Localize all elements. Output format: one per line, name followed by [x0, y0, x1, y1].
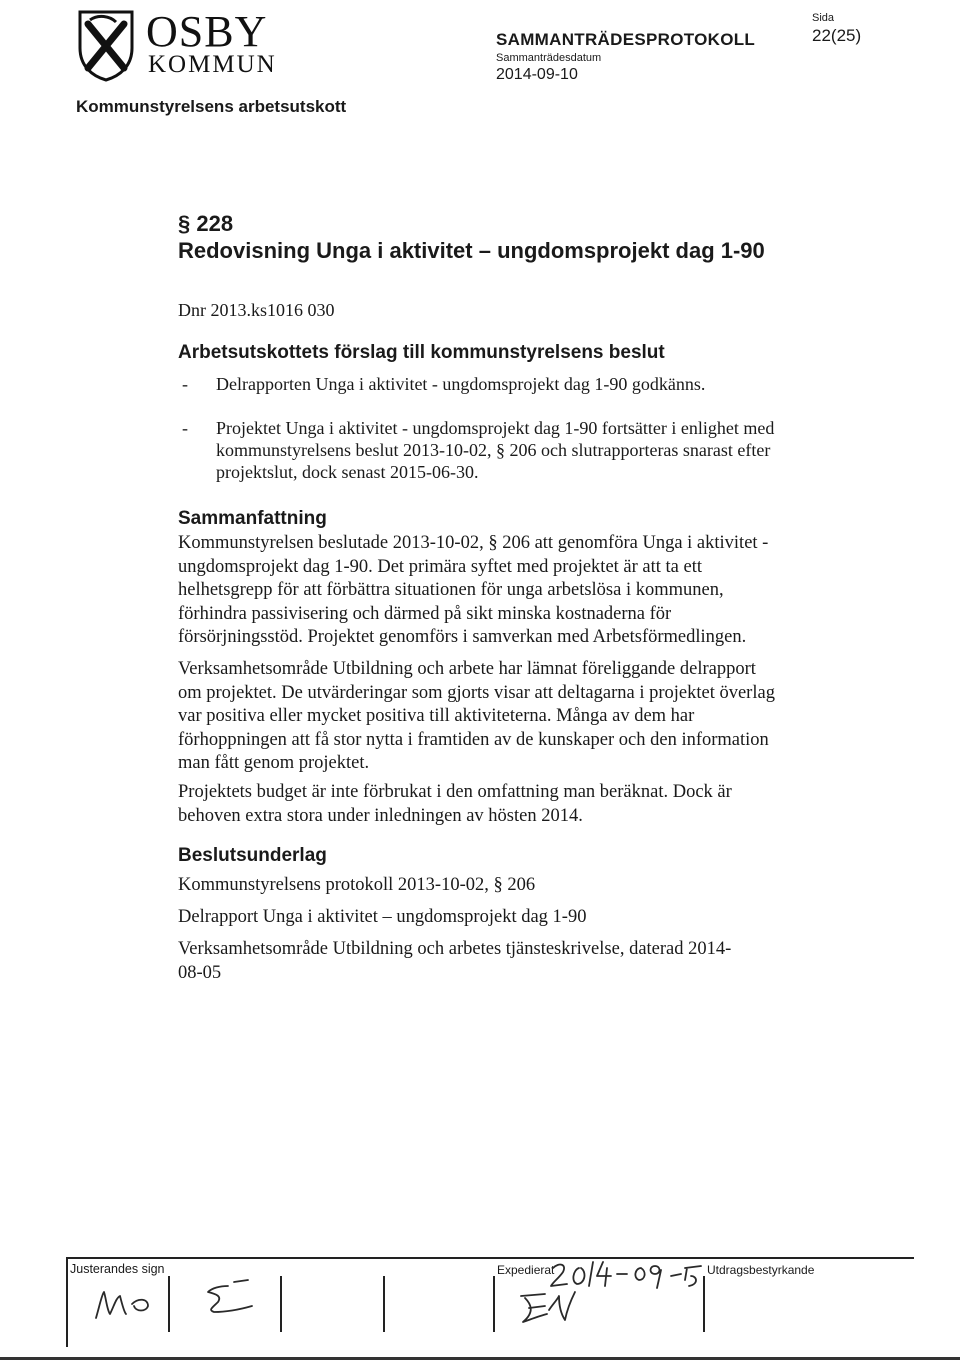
summary-paragraph: Projektets budget är inte förbrukat i den omfattning man beräknat. Dock är behoven extra stora under inledningen av hösten 2014. [178, 782, 732, 826]
section-title: Redovisning Unga i aktivitet – ungdomsprojekt dag 1-90 [178, 238, 765, 263]
proposal-item-text: Projektet Unga i aktivitet - ungdomsprojekt dag 1-90 fortsätter i enlighet med kommunstyrelsens beslut 2013-10-02, § 206 och slutrapporteras snarast efter projektslut, dock senast 2015-06-30. [216, 418, 775, 482]
proposal-item [182, 417, 802, 483]
decision-basis-item: Kommunstyrelsens protokoll 2013-10-02, § 206 [178, 875, 536, 895]
section-number: § 228 [178, 211, 234, 236]
page-number: 22(25) [812, 26, 862, 45]
handwritten-initials-1 [92, 1284, 158, 1324]
signature-box-divider [493, 1276, 495, 1332]
summary-heading: Sammanfattning [178, 508, 327, 529]
summary-paragraph: Kommunstyrelsen beslutade 2013-10-02, § 206 att genomföra Unga i aktivitet - ungdomsprojekt dag 1-90. Det primära syftet med projektet är att ta ett helhetsgrepp för att förbättra situationen för unga arbetslösa i kommunen, förhindra passivisering och därmed på sikt minska kostnaderna för försörjningsstöd. Projektet genomförs i samverkan med Arbetsförmedlingen. [178, 533, 769, 647]
case-number: Dnr 2013.ks1016 030 [178, 300, 335, 320]
signature-label: Justerandes sign [70, 1262, 165, 1276]
footer-divider [66, 1257, 914, 1259]
handwritten-initials-2 [198, 1276, 262, 1322]
footer-left-border [66, 1257, 68, 1347]
proposal-heading: Arbetsutskottets förslag till kommunstyrelsens beslut [178, 342, 665, 363]
logo-name: OSBY [146, 7, 268, 56]
logo-subtitle: KOMMUN [148, 51, 277, 78]
municipality-shield-logo [76, 8, 136, 82]
signature-box-divider [280, 1276, 282, 1332]
decision-basis-item: Verksamhetsområde Utbildning och arbetes tjänsteskrivelse, daterad 2014-08-05 [178, 939, 732, 983]
dash-bullet: - [182, 418, 188, 438]
signature-box-divider [383, 1276, 385, 1332]
decision-basis-heading: Beslutsunderlag [178, 845, 327, 866]
page-bottom-border [0, 1357, 960, 1360]
handwritten-issued-date-and-initials [505, 1254, 705, 1334]
dash-bullet: - [182, 374, 188, 394]
issued-label: Expedierat [497, 1263, 555, 1277]
proposal-item-text: Delrapporten Unga i aktivitet - ungdomsprojekt dag 1-90 godkänns. [216, 374, 706, 394]
decision-basis-item: Delrapport Unga i aktivitet – ungdomsprojekt dag 1-90 [178, 907, 587, 927]
committee-name: Kommunstyrelsens arbetsutskott [76, 97, 347, 116]
extract-certification-label: Utdragsbestyrkande [707, 1263, 815, 1277]
page-label: Sida [812, 12, 835, 24]
signature-box-divider [168, 1276, 170, 1332]
document-type: SAMMANTRÄDESPROTOKOLL [496, 30, 756, 49]
meeting-date: 2014-09-10 [496, 66, 578, 83]
proposal-item [182, 373, 802, 395]
summary-paragraph: Verksamhetsområde Utbildning och arbete har lämnat föreliggande delrapport om projektet. De utvärderingar som gjorts visar att deltagarna i projektet överlag var positiva eller mycket positiva till aktiviteterna. Många av dem har förhoppningen att få stor nytta i framtiden av de kunskaper och den information man fått genom projektet. [178, 659, 775, 773]
meeting-date-label: Sammanträdesdatum [496, 52, 602, 64]
